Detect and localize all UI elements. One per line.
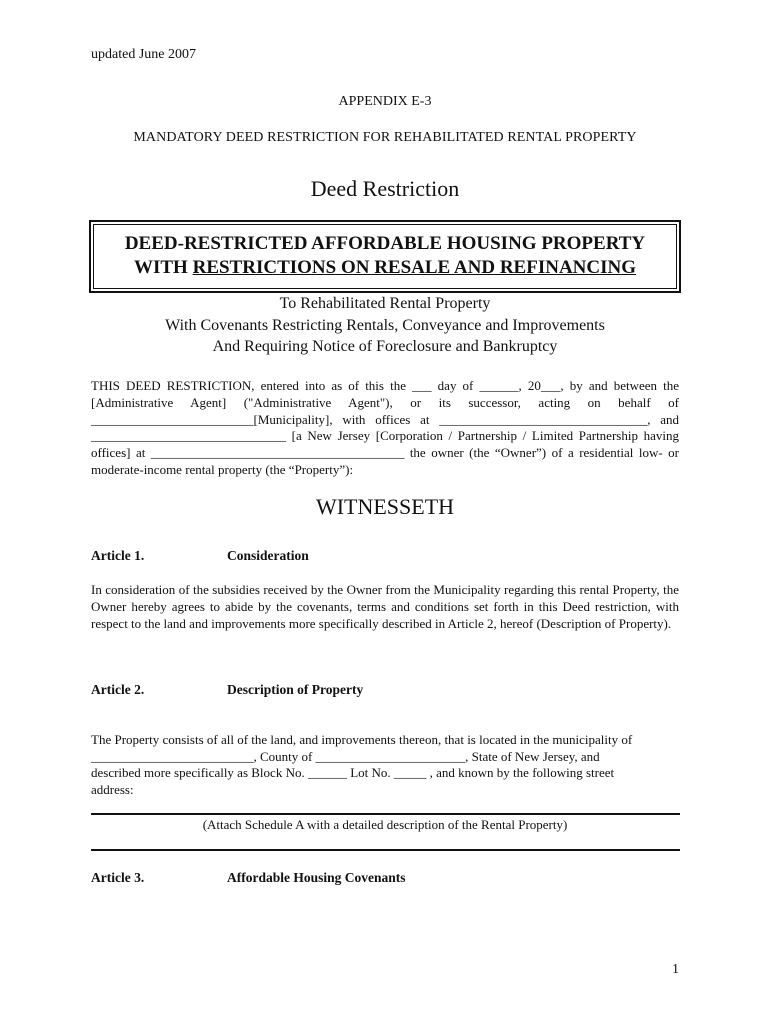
updated-date: updated June 2007 xyxy=(91,47,196,62)
article-3-title: Affordable Housing Covenants xyxy=(227,870,406,885)
page-number: 1 xyxy=(672,962,679,977)
intro-paragraph: THIS DEED RESTRICTION, entered into as of this the ___ day of ______, 20___, by and between the [Administrative Agent] ("Administrative Agent"), or its successor, acting on behalf of _________________________[Municipality], with offices at ________________________________, and ______________________________ [a New Jersey [Corporation / Partnership / Limited Partnership having offices] at _______________________________________ the owner (the “Owner”) of a residential low- or moderate-income rental property (the “Property”): xyxy=(91,378,679,477)
box-line-2-prefix: WITH xyxy=(133,257,193,278)
box-line-2-underlined: RESTRICTIONS ON RESALE AND REFINANCING xyxy=(192,257,637,278)
article-2-heading xyxy=(91,682,363,698)
witnesseth-heading: WITNESSETH xyxy=(315,494,455,519)
subtitle-block xyxy=(0,293,770,358)
subtitle-line-2: With Covenants Restricting Rentals, Conveyance and Improvements xyxy=(165,316,605,334)
article-2-line-4: address: xyxy=(91,781,134,797)
page-title: Deed Restriction xyxy=(310,176,460,201)
title-box xyxy=(89,220,681,293)
schedule-a-note: (Attach Schedule A with a detailed description of the Rental Property) xyxy=(202,817,568,832)
article-2-line-1: The Property consists of all of the land, and improvements thereon, that is located in the municipality of xyxy=(91,732,633,747)
schedule-top-rule xyxy=(91,813,680,815)
appendix-label: APPENDIX E-3 xyxy=(338,94,432,109)
article-2-line-2: _________________________, County of _______________________, State of New Jersey, and xyxy=(91,748,600,764)
article-2-line-3: described more specifically as Block No. ______ Lot No. _____ , and known by the following street xyxy=(91,765,615,780)
subtitle-line-1: To Rehabilitated Rental Property xyxy=(279,295,491,312)
subtitle-line-3: And Requiring Notice of Foreclosure and Bankruptcy xyxy=(212,338,558,355)
schedule-bottom-rule xyxy=(91,849,680,851)
article-2-paragraph xyxy=(91,732,679,798)
article-3-number: Article 3. xyxy=(91,870,145,885)
article-2-title: Description of Property xyxy=(227,682,364,697)
box-line-1: DEED-RESTRICTED AFFORDABLE HOUSING PROPERTY xyxy=(124,233,646,254)
title-box-inner xyxy=(93,224,677,289)
article-1-title: Consideration xyxy=(227,548,309,563)
box-line-2 xyxy=(94,256,676,280)
article-1-paragraph: In consideration of the subsidies received by the Owner from the Municipality regarding this rental Property, the Owner hereby agrees to abide by the covenants, terms and conditions set forth in this Deed restriction, with respect to the land and improvements more specifically described in Article 2, hereof (Description of Property). xyxy=(91,582,679,631)
article-3-heading xyxy=(91,870,406,886)
article-1-heading xyxy=(91,548,309,564)
article-1-number: Article 1. xyxy=(91,548,145,563)
article-2-number: Article 2. xyxy=(91,682,145,697)
mandatory-heading: MANDATORY DEED RESTRICTION FOR REHABILITATED RENTAL PROPERTY xyxy=(133,130,637,145)
